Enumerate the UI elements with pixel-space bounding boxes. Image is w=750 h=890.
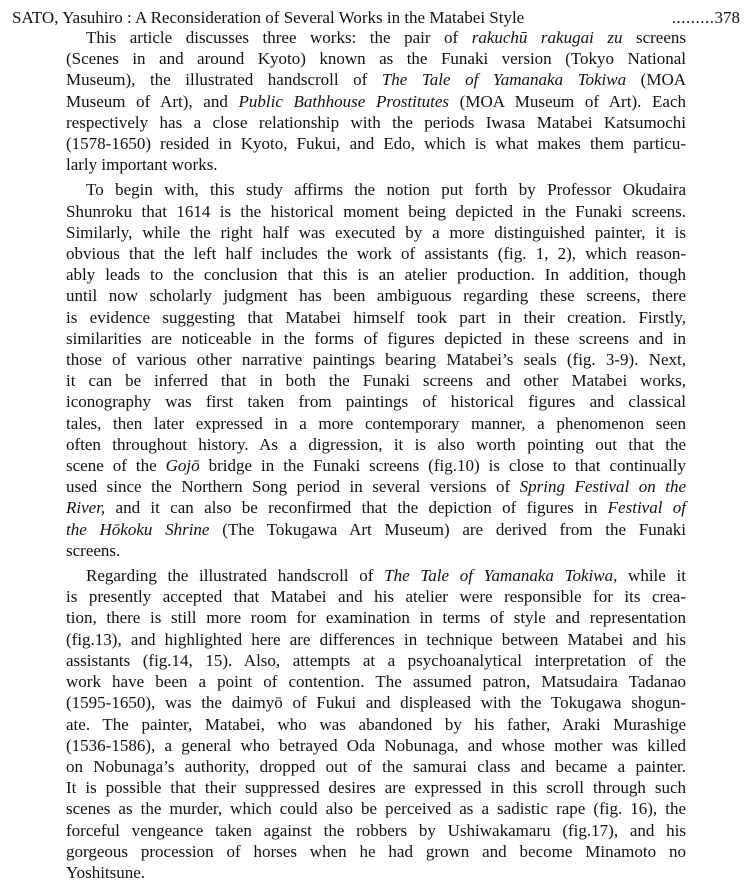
text-line (66, 586, 686, 607)
title-line (12, 7, 740, 28)
text-line (66, 476, 686, 497)
text-run: is evidence suggesting that Matabei himself took part in their creation. Firstly, (66, 307, 686, 327)
text-line (66, 243, 686, 264)
text-run: (1536-1586), a general who betrayed Oda Nobunaga, and whose mother was killed (66, 735, 686, 755)
text-line (66, 519, 686, 540)
text-run: forceful vengeance taken against the robbers by Ushiwakamaru (fig.17), and his (66, 820, 686, 840)
text-run: screens. (66, 540, 121, 560)
italic-text: Gojō (165, 456, 200, 476)
text-run: Shunroku that 1614 is the historical moment being depicted in the Funaki screens. (66, 201, 686, 221)
text-run: Museum), the illustrated handscroll of (66, 70, 382, 90)
heading-separator: : (122, 8, 135, 27)
text-run: scene of the (66, 456, 166, 476)
text-run: tion, there is still more room for examination in terms of style and representation (66, 608, 686, 628)
text-run: it can be inferred that in both the Funaki screens and other Matabei works, (66, 371, 686, 391)
text-line (66, 862, 686, 883)
text-run: ate. The painter, Matabei, who was abandoned by his father, Araki Murashige (66, 714, 686, 734)
text-line (66, 497, 686, 518)
page-reference (672, 7, 740, 28)
text-line (66, 179, 686, 200)
author-name: SATO, Yasuhiro (12, 8, 123, 27)
text-run: iconography was first taken from paintings of historical figures and classical (66, 392, 686, 412)
text-line (66, 756, 686, 777)
text-run: (fig.13), and highlighted here are differences in technique between Matabei and his (66, 629, 686, 649)
text-run: (1578-1650) resided in Kyoto, Fukui, and Edo, which is what makes them particu- (66, 134, 686, 154)
text-line (66, 264, 686, 285)
italic-text: Public Bathhouse Prostitutes (238, 91, 450, 111)
italic-text: Festival of (607, 498, 686, 518)
text-run: similarities are noticeable in the forms of figures depicted in these screens and in (66, 328, 686, 348)
text-line (66, 777, 686, 798)
page-number: 378 (714, 8, 740, 27)
text-line (66, 48, 686, 69)
text-run: bridge in the Funaki screens (fig.10) is close to that continually (199, 456, 686, 476)
text-run: until now scholarly judgment has been ambiguous regarding these screens, there (66, 286, 686, 306)
text-line (66, 841, 686, 862)
text-run: larly important works. (66, 155, 218, 175)
text-run: (MOA (626, 70, 686, 90)
text-run: Museum of Art), and (66, 91, 239, 111)
text-run: while it (617, 566, 686, 586)
text-line (66, 349, 686, 370)
text-line (66, 735, 686, 756)
paragraph (66, 565, 686, 883)
text-line (66, 69, 686, 90)
text-run: gorgeous procession of horses when he had grown and become Minamoto no (66, 841, 686, 861)
article-heading (12, 7, 672, 28)
italic-text: the Hōkoku Shrine (66, 519, 210, 539)
text-run: ably leads to the conclusion that this is an atelier production. In addition, though (66, 265, 686, 285)
text-run: obvious that the left half includes the work of assistants (fig. 1, 2), which reason- (66, 244, 686, 264)
paragraph (66, 179, 686, 561)
text-line (66, 285, 686, 306)
text-line (66, 307, 686, 328)
text-run: on Nobunaga’s authority, dropped out of the samurai class and became a painter. (66, 756, 686, 776)
text-run: Similarly, while the right half was executed by a more distinguished painter, it is (66, 222, 686, 242)
text-run: This article discusses three works: the pair of (86, 28, 472, 47)
text-line (66, 222, 686, 243)
text-line (66, 540, 686, 561)
text-line (66, 650, 686, 671)
italic-text: River, (66, 498, 106, 518)
text-run: (MOA Museum of Art). Each (449, 91, 686, 111)
text-line (66, 112, 686, 133)
text-line (66, 714, 686, 735)
italic-text: rakuchū rakugai zu (471, 28, 623, 47)
text-run: is presently accepted that Matabei and his atelier were responsible for its crea- (66, 587, 686, 607)
text-run: (The Tokugawa Art Museum) are derived from the Funaki (209, 519, 687, 539)
text-line (66, 391, 686, 412)
text-line (66, 565, 686, 586)
text-run: used since the Northern Song period in several versions of (66, 477, 520, 497)
text-line (66, 692, 686, 713)
text-line (66, 671, 686, 692)
text-line (66, 370, 686, 391)
text-line (66, 27, 686, 48)
text-line (66, 413, 686, 434)
text-run: scenes as the murder, which could also be perceived as a sadistic rape (fig. 16), the (66, 799, 686, 819)
text-run: (Scenes in and around Kyoto) known as the Funaki version (Tokyo National (66, 49, 686, 69)
text-run: those of various other narrative paintings bearing Matabei’s seals (fig. 3-9). Next, (66, 350, 686, 370)
text-run: tales, then later expressed in a more contemporary manner, a phenomenon seen (66, 413, 686, 433)
text-line (66, 455, 686, 476)
text-run: often throughout history. As a digression, it is also worth pointing out that the (66, 434, 686, 454)
text-line (66, 434, 686, 455)
article-title: A Reconsideration of Several Works in the Matabei Style (135, 8, 525, 27)
text-line (66, 91, 686, 112)
italic-text: The Tale of Yamanaka Tokiwa, (384, 566, 618, 586)
text-line (66, 328, 686, 349)
text-run: screens (622, 28, 686, 47)
text-line (66, 201, 686, 222)
text-run: Yoshitsune. (66, 862, 146, 882)
italic-text: The Tale of Yamanaka Tokiwa (381, 70, 627, 90)
dot-leader: ......... (671, 8, 715, 27)
paragraph (66, 27, 686, 175)
text-line (66, 154, 686, 175)
text-line (66, 820, 686, 841)
text-run: Regarding the illustrated handscroll of (86, 566, 385, 586)
italic-text: Spring Festival on the (519, 477, 686, 497)
text-run: (1595-1650), was the daimyō of Fukui and displeased with the Tokugawa shogun- (66, 693, 686, 713)
text-line (66, 629, 686, 650)
text-run: It is possible that their suppressed desires are expressed in this scroll through such (66, 778, 686, 798)
text-run: To begin with, this study affirms the notion put forth by Professor Okudaira (86, 180, 686, 200)
text-run: work have been a point of contention. The assumed patron, Matsudaira Tadanao (66, 672, 686, 692)
text-run: assistants (fig.14, 15). Also, attempts at a psychoanalytical interpretation of the (66, 650, 686, 670)
text-line (66, 798, 686, 819)
text-run: respectively has a close relationship with the periods Iwasa Matabei Katsumochi (66, 112, 686, 132)
article-abstract (66, 27, 686, 887)
text-line (66, 607, 686, 628)
text-run: and it can also be reconfirmed that the depiction of figures in (105, 498, 608, 518)
text-line (66, 133, 686, 154)
